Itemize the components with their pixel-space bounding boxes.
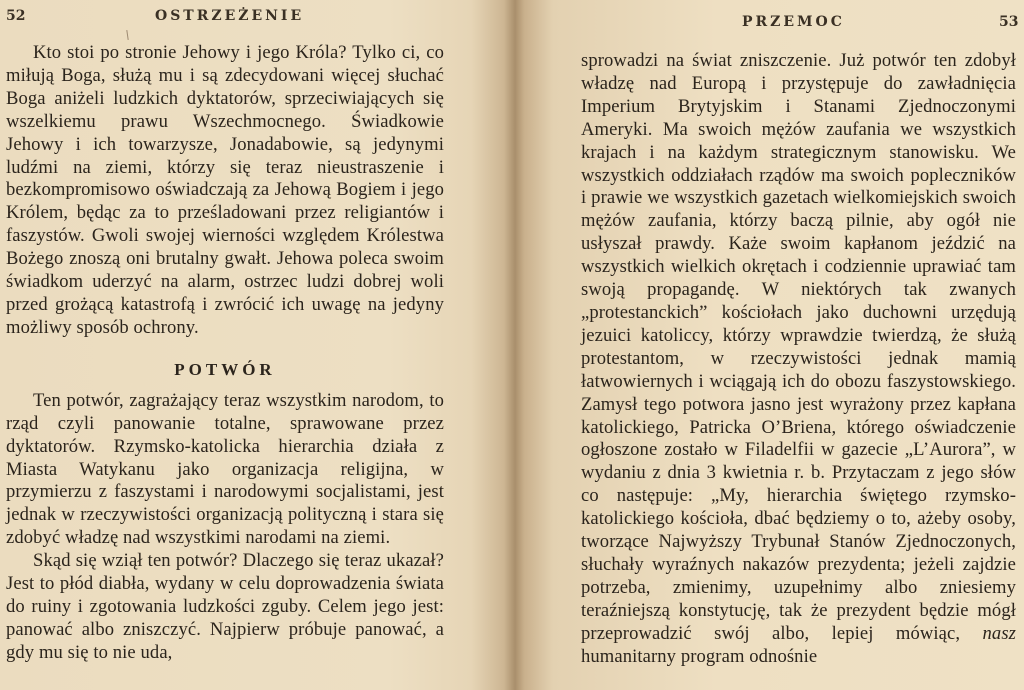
page-number-left: 52 bbox=[6, 8, 26, 24]
right-page bbox=[520, 0, 1024, 690]
pencil-mark bbox=[126, 30, 128, 40]
right-text-block bbox=[581, 50, 1016, 668]
emphasized-word: nasz bbox=[982, 622, 1016, 644]
paragraph-text-end: humanitarny program odnośnie bbox=[581, 645, 818, 667]
paragraph: Skąd się wziął ten potwór? Dlaczego się teraz ukazał? Jest to płód diabła, wydany w celu doprowadzenia świata do ruiny i zgotowania ludzkości zguby. Celem jego jest: panować albo zniszczyć. Najpierw próbuje panować, a gdy mu się to nie uda, bbox=[6, 550, 444, 663]
left-page bbox=[0, 0, 500, 690]
paragraph-text: sprowadzi na świat zniszczenie. Już potwór ten zdobył władzę nad Europą i przystępuje do zawładnięcia Imperium Brytyjskim i Stanami Zjednoczonymi Ameryki. Ma swoich mężów zaufania we wszystkich krajach i na każdym strategicznym stanowisku. We wszystkich oddziałach rządów ma swoich popleczników i prawie we wszystkich gazetach wielkomiejskich swoich mężów zaufania, którzy baczą pilnie, aby ogół nie usłyszał prawdy. Każe swoim kapłanom jeździć na wszystkich wielkich okrętach i codziennie uprawiać tam swoją propagandę. W niektórych tak zwanych „protestanckich” kościołach jako duchowni urzędują jezuici katoliccy, którzy wprawdzie twierdzą, że służą protestantom, w rzeczywistości jednak mamią łatwowiernych i wciągają ich do obozu faszystowskiego. Zamysł tego potwora jasno jest wyrażony przez kapłana katolickiego, Patricka O’Briena, którego oświadczenie ogłoszone zostało w Filadelfii w gazecie „L’Aurora”, w wydaniu z dnia 3 kwietnia r. b. Przytaczam z jego słów co następuje: „My, hierarchia świętego rzymsko-katolickiego kościoła, dbać będziemy o to, ażeby osoby, tworzące Najwyższy Trybunał Stanów Zjednoczonych, słuchały wyraźnych nakazów prezydenta; jeżeli zajdzie potrzeba, zmienimy, uzupełnimy albo zniesiemy teraźniejszą konstytucję, tak że prezydent będzie mógł przeprowadzić swój albo, lepiej mówiąc, bbox=[581, 50, 1016, 644]
paragraph: Ten potwór, zagrażający teraz wszystkim narodom, to rząd czyli panowanie totalne, sprawowane przez dyktatorów. Rzymsko-katolicka hierarchia działa z Miasta Watykanu jako organizacja religijna, w przymierzu z faszystami i narodowymi socjalistami, jest jednak w rzeczywistości organizacją polityczną i stara się zdobyć władzę nad wszystkimi narodami na ziemi. bbox=[6, 389, 444, 549]
running-head-right: PRZEMOC bbox=[742, 14, 845, 30]
paragraph: Kto stoi po stronie Jehowy i jego Króla? Tylko ci, co miłują Boga, służą mu i są zdecydowani więcej słuchać Boga aniżeli ludzkich dyktatorów, sprzeciwiających się wszelkiemu prawu Wszechmocnego. Świadkowie Jehowy i ich towarzysze, Jonadabowie, są jedynymi ludźmi na ziemi, którzy się teraz nieustraszenie i bezkompromisowo oświadczają za Jehową Bogiem i jego Królem, będąc za to prześladowani przez religiantów i faszystów. Gwoli swojej wierności względem Królestwa Bożego znoszą oni brutalny gwałt. Jehowa poleca swoim świadkom uderzyć na alarm, ostrzec ludzi dobrej woli przed grożącą katastrofą i zwrócić ich uwagę na jedyny możliwy sposób ochrony. bbox=[6, 42, 444, 338]
section-heading: POTWÓR bbox=[174, 359, 276, 379]
left-text-block bbox=[6, 42, 444, 665]
page-number-right: 53 bbox=[999, 14, 1019, 30]
paragraph bbox=[581, 50, 1016, 668]
running-head-left: OSTRZEŻENIE bbox=[155, 8, 305, 24]
